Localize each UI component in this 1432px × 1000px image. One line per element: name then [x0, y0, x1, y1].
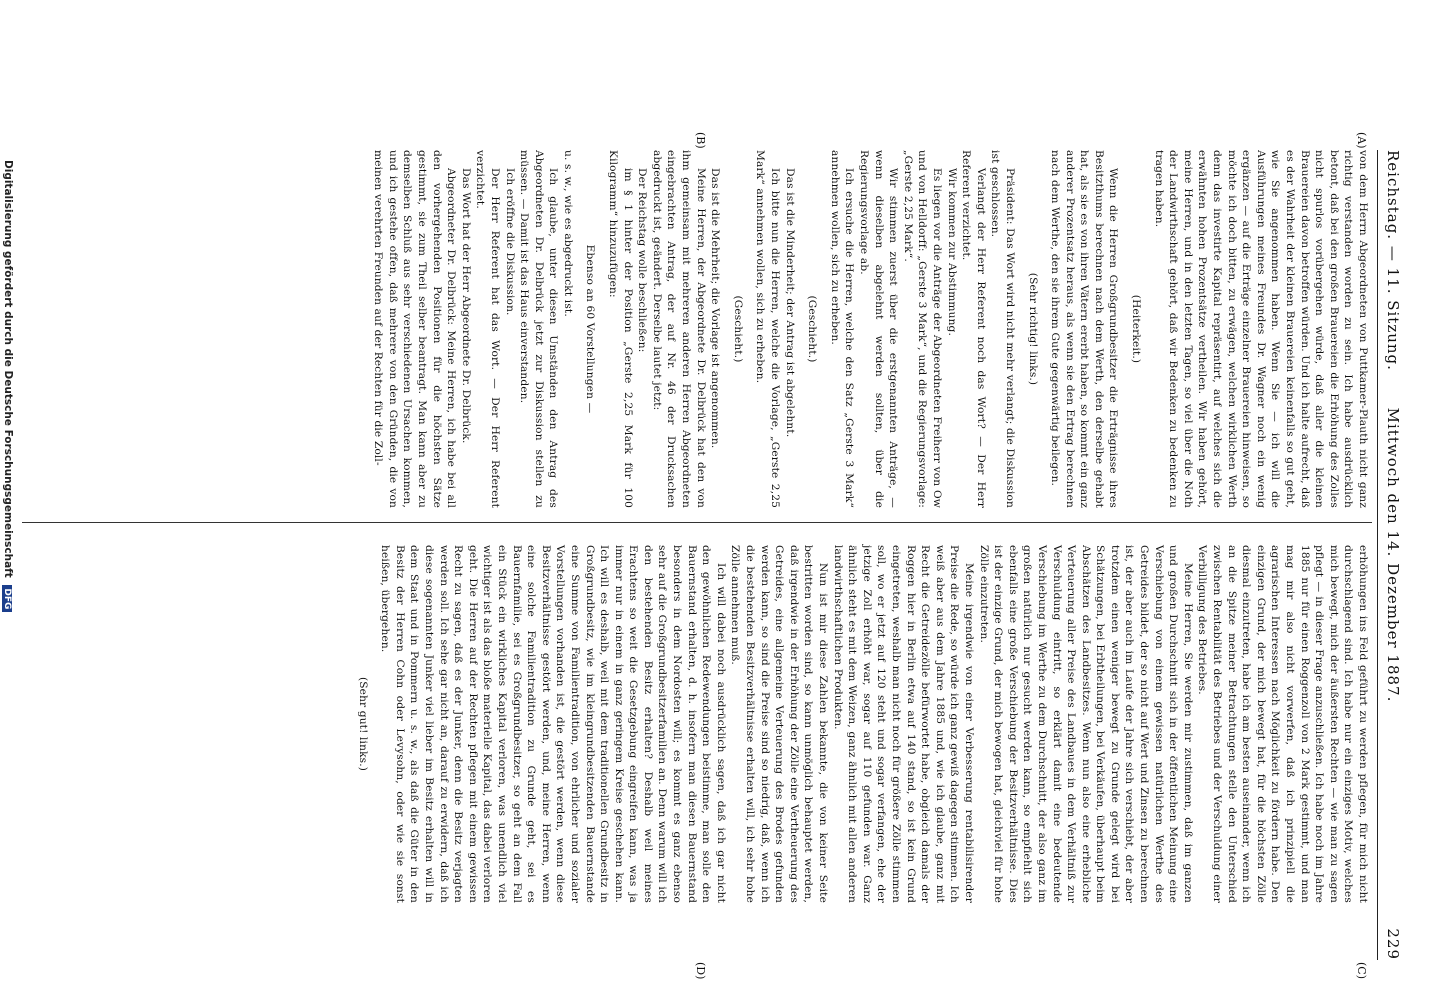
header-rule: [1377, 150, 1378, 960]
speaker-paragraph: Abgeordneter Dr. Delbrück: Meine Herren, ich habe bei all den vorhergehenden Positionen für die höchsten Sätze gestimmt, sie zum Theil selber beantragt. Man kann aber zu demselben Schluß aus sehr verschiedenen Ursachen kommen, und ich gestehe offen, daß mehrere von den Gründen, die von meinen verehrten Freunden auf der Rechten für die Zoll-: [372, 150, 458, 508]
margin-mark-d: (D): [694, 962, 707, 980]
dfg-logo: DFG: [2, 585, 12, 612]
stage-direction: (Heiterkeit.): [1130, 294, 1143, 364]
page-header: [1376, 150, 1402, 960]
margin-mark-a: (A): [1355, 132, 1368, 149]
paragraph: Meine irgendwie von einer Verbesserung rentabilisirender Preise die Rede, so würde ich ganz gewiß dagegen stimmen. Ich weiß aber aus dem Jahre 1885 und, wie ich glaube, ganz mit Recht die Getreidezölle befürwortet habe, obgleich damals der Roggen hier in Berlin etwa auf 140 stand, so ist kein Grund eingetreten, weshalb man nicht noch für größere Zölle stimmen soll, wo er jetzt auf 120 steht und sogar verfangen, ehe der jetzige Zoll erhöht war, sogar auf 110 gefunden war. Ganz ähnlich steht es mit dem Weizen, ganz ähnlich mit allen anderen landwirthschaftlichen Produkten.: [831, 545, 975, 903]
paragraph: erhöhungen ins Feld geführt zu werden pflegen, für mich nicht durchschlagend sind. Ich habe nur ein einziges Motiv, welches mich bewegt, mich der äußersten Rechten — wie man zu sagen pflegt — in dieser Frage anzuschließen. Ich habe noch im Jahre 1885 nur für einen Roggenzoll von 2 Mark gestimmt, und man mag mir also nicht vorwerfen, daß ich prinzipiell die agrarischen Interessen nach Möglichkeit zu fördern habe. Den einzigen Grund, der mich bewegt hat, für die höchsten Zölle diesmal einzutreten, habe ich am besten auseinander, wenn ich an die Spitze meiner Betrachtungen stelle den Unterschied zwischen Rentabilität des Betriebes und der Verschuldung einer Verbilligung des Betriebes.: [1196, 545, 1369, 903]
left-column: [371, 150, 1370, 508]
stage-direction: (Sehr gut! links.): [356, 676, 369, 772]
speaker-paragraph: Präsident: Das Wort wird nicht mehr verlangt; die Diskussion ist geschlossen.: [989, 150, 1016, 508]
margin-mark-b: (B): [694, 132, 707, 149]
paragraph: Wenn die Herren Großgrundbesitzer die Erträgnisse ihres Besitzthums berechnen nach dem Werth, den derselbe gehabt hat, als sie es von ihren Vätern ererbt haben, so kommt ein ganz anderer Prozentsatz heraus, als wenn sie den Ertrag berechnen nach dem Werthe, den sie ihrem Gute gegenwärtig beilegen.: [1049, 150, 1120, 508]
stage-direction: (Geschieht.): [731, 295, 744, 363]
paragraph: u. s. w., wie es abgedruckt ist.: [561, 150, 574, 317]
right-column: [347, 545, 1370, 903]
stage-direction: (Sehr richtig! links.): [1026, 272, 1039, 386]
paragraph: Ich ersuche die Herren, welche den Satz „Gerste 3 Mark“ annehmen wollen, sich zu erheben.: [828, 150, 856, 508]
paragraph: Meine Herren, der Abgeordnete Dr. Delbrück hat den von ihm gemeinsam mit mehreren anderen Herren Abgeordneten eingebrachten Antrag, der auf Nr. 46 der Drucksachen abgedruckt ist, geändert. Derselbe lautet jetzt:: [650, 150, 707, 508]
paragraph: Nun ist mir diese Zahlen bekannte, die von keiner Seite bestritten worden sind, so kann unmöglich behauptet werden, daß irgendwie in der Erhöhung der Zölle eine Vertheuerung des Getreides, eine allgemeine Verteuerung des Brodes gefunden werden kann, so sind die Preise sind so niedrig, daß, wenn ich die bestehenden Besitzverhältnisse erhalten will, ich sehr hohe Zölle annehmen muß.: [729, 545, 830, 903]
paragraph: im § 1 hinter der Position „Gerste 2,25 Mark für 100 Kilogramm“ hinzuzufügen:: [607, 150, 634, 508]
paragraph: Ich bitte nun die Herren, welche die Vorlage, „Gerste 2,25 Mark“ annehmen wollen, sich zu erheben.: [754, 150, 782, 508]
paragraph: Ich eröffne die Diskussion.: [503, 168, 516, 316]
paragraph: von dem Herrn Abgeordneten von Puttkamer-Plauth nicht ganz richtig verstanden worden zu sein. Ich habe ausdrücklich betont, daß bei den großen Brauereien die Erhöhung des Zolles nicht spurlos vorübergehen würde, daß aller die kleinen Brauereien davon betroffen würden. Und ich halte aufrecht, daß es der Wahrheit der kleinen Brauereien keinenfalls so gut geht, wie Sie angenommen haben. Wenn Sie — ich will die Ausführungen meines Freundes Dr. Wagner noch ein wenig ergänzen — auf die Erträge einzelner Brauereien hinweisen, so möchte ich doch bitten, zu erwägen, welchen wirklichen Werth denn das investirte Kapital repräsentirt, auf welches sich die erwähnten hohen Prozentsätze vertheilen. Wir haben gehört, meine Herren, und in den letzten Tagen, so viel über die Noth der Landwirthschaft gehört, daß wir Bedenken zu bedenken zu tragen haben.: [1152, 150, 1369, 508]
header-date: Mittwoch den 14. Dezember 1887.: [1384, 407, 1402, 703]
footer-credit: [2, 160, 14, 980]
paragraph: Wir stimmen zuerst über die erstgenannten Anträge, — wenn dieselben abgelehnt werden sollten, über die Regierungsvorlage ab.: [858, 150, 900, 508]
paragraph: Der Herr Referent hat das Wort. — Der Herr Referent verzichtet.: [474, 150, 501, 508]
header-session: Reichstag. — 11. Sitzung.: [1384, 150, 1402, 371]
page-number: 229: [1384, 928, 1402, 960]
stage-direction: (Geschieht.): [806, 295, 819, 363]
paragraph: Das ist die Mehrheit; die Vorlage ist angenommen.: [709, 168, 722, 449]
paragraph: Der Reichstag wolle beschließen:: [636, 168, 649, 353]
paragraph: Wir kommen zur Abstimmung.: [945, 168, 958, 337]
paragraph: Das ist die Minderheit; der Antrag ist abgelehnt.: [783, 168, 796, 438]
paragraph: Das Wort hat der Herr Abgeordnete Dr. Delbrück.: [459, 168, 472, 444]
paragraph: Meine Herren, Sie werden mir zustimmen, daß im ganzen und großen Durchschnitt sich in der öffentlichen Meinung eine Verschiebung von einem gewissen natürlichen Werthe des Getreides bildet, der so nicht auf Wert und Zinsen zu berechnen ist, der aber auch im Laufe der Jahre sich verschiebt, der aber trotzdem einen weniger bewegt zu Grunde gelegt wird bei Schätzungen, bei Erbtheilungen, bei Verkäufen, überhaupt beim Abschätzen des Landbesitzes. Wenn nun also eine erhebliche Verteuerung aller Preise des Landbaues in dem Verhältniß zur Verschuldung eintritt, so erklärt damit eine bedeutende Verschiebung im Werthe zu dem Durchschnitt, der also ganz im großen natürlich nur gesucht werden kann, so empfiehlt sich ebenfalls eine große Verschiebung der Besitzverhältnisse. Dies ist der einzige Grund, der mich bewogen hat, gleichviel für hohe Zölle einzutreten.: [977, 545, 1194, 903]
footer-text: Digitalisierung gefördert durch die Deutsche Forschungsgemeinschaft: [2, 160, 14, 578]
paragraph: Es liegen vor die Anträge der Abgeordneten Freiherr von Ow und von Helldorff: „Gerste 3 Mark“, und die Regierungsvorlage: „Gerste 2,25 Mark“.: [901, 150, 943, 508]
column-rule: [22, 522, 1372, 523]
paragraph: Ich glaube, unter diesen Umständen den Antrag des Abgeordneten Dr. Delbrück jetzt zur Diskussion stellen zu müssen. — Damit ist das Haus einverstanden.: [518, 150, 560, 508]
paragraph: Verlangt der Herr Referent noch das Wort? — Der Herr Referent verzichtet.: [960, 150, 987, 508]
paragraph: Ich will dabei noch ausdrücklich sagen, daß ich gar nicht den gewöhnlichen Redewendungen beistimme, man solle den Bauernstand erhalten, d. h. insofern man diesen Bauernstand besonders in dem Nordosten will; es kommt es ganz ebenso sehr auf die Großgrundbesitzerfamilien an. Denn warum will ich den bestehenden Besitz erhalten? Deshalb weil meines Erachtens so weit die Gesetzgebung eingreifen kann, was ja immer nur in einem in ganz geringem Kreise geschehen kann. Ich will es deshalb, weil mit dem traditionellen Grundbesitz in Großgrundbesitz, wie im kleingrundbesitzenden Bauernstande eine Summe von Familientradition, von ehrlicher und sozialer Vorstellungen vorhanden ist, die gestört werden, wenn diese Besitzverhältnisse gestört werden, und, meine Herren, wenn eine solche Familientradition zu Grunde geht, sei es Bauernfamilie, sei es Großgrundbesitzer, so geht an dem Fall ein Stück ein wirkliches Kapital verloren, was unendlich viel wichtiger ist als das bloße materielle Kapital, das dabei verloren geht. Die Herren auf der Rechten pflegen mit einem gewissen Recht zu sagen, daß es der Junker, denn die Besitz verjagten werden soll. Ich sehe gar nicht an, darauf zu erwidern, daß ich diese sogenannten Junker viel lieber im Besitz erhalten will in dem Staat und in Pommern u. s. w., als daß die Güter in den Besitz der Herren Cohn oder Levysohn, oder wie sie sonst heißen, übergehen.: [379, 545, 727, 903]
stage-direction: Ebenso an 60 Vorstellungen —: [584, 244, 597, 414]
margin-mark-c: (C): [1355, 962, 1368, 979]
